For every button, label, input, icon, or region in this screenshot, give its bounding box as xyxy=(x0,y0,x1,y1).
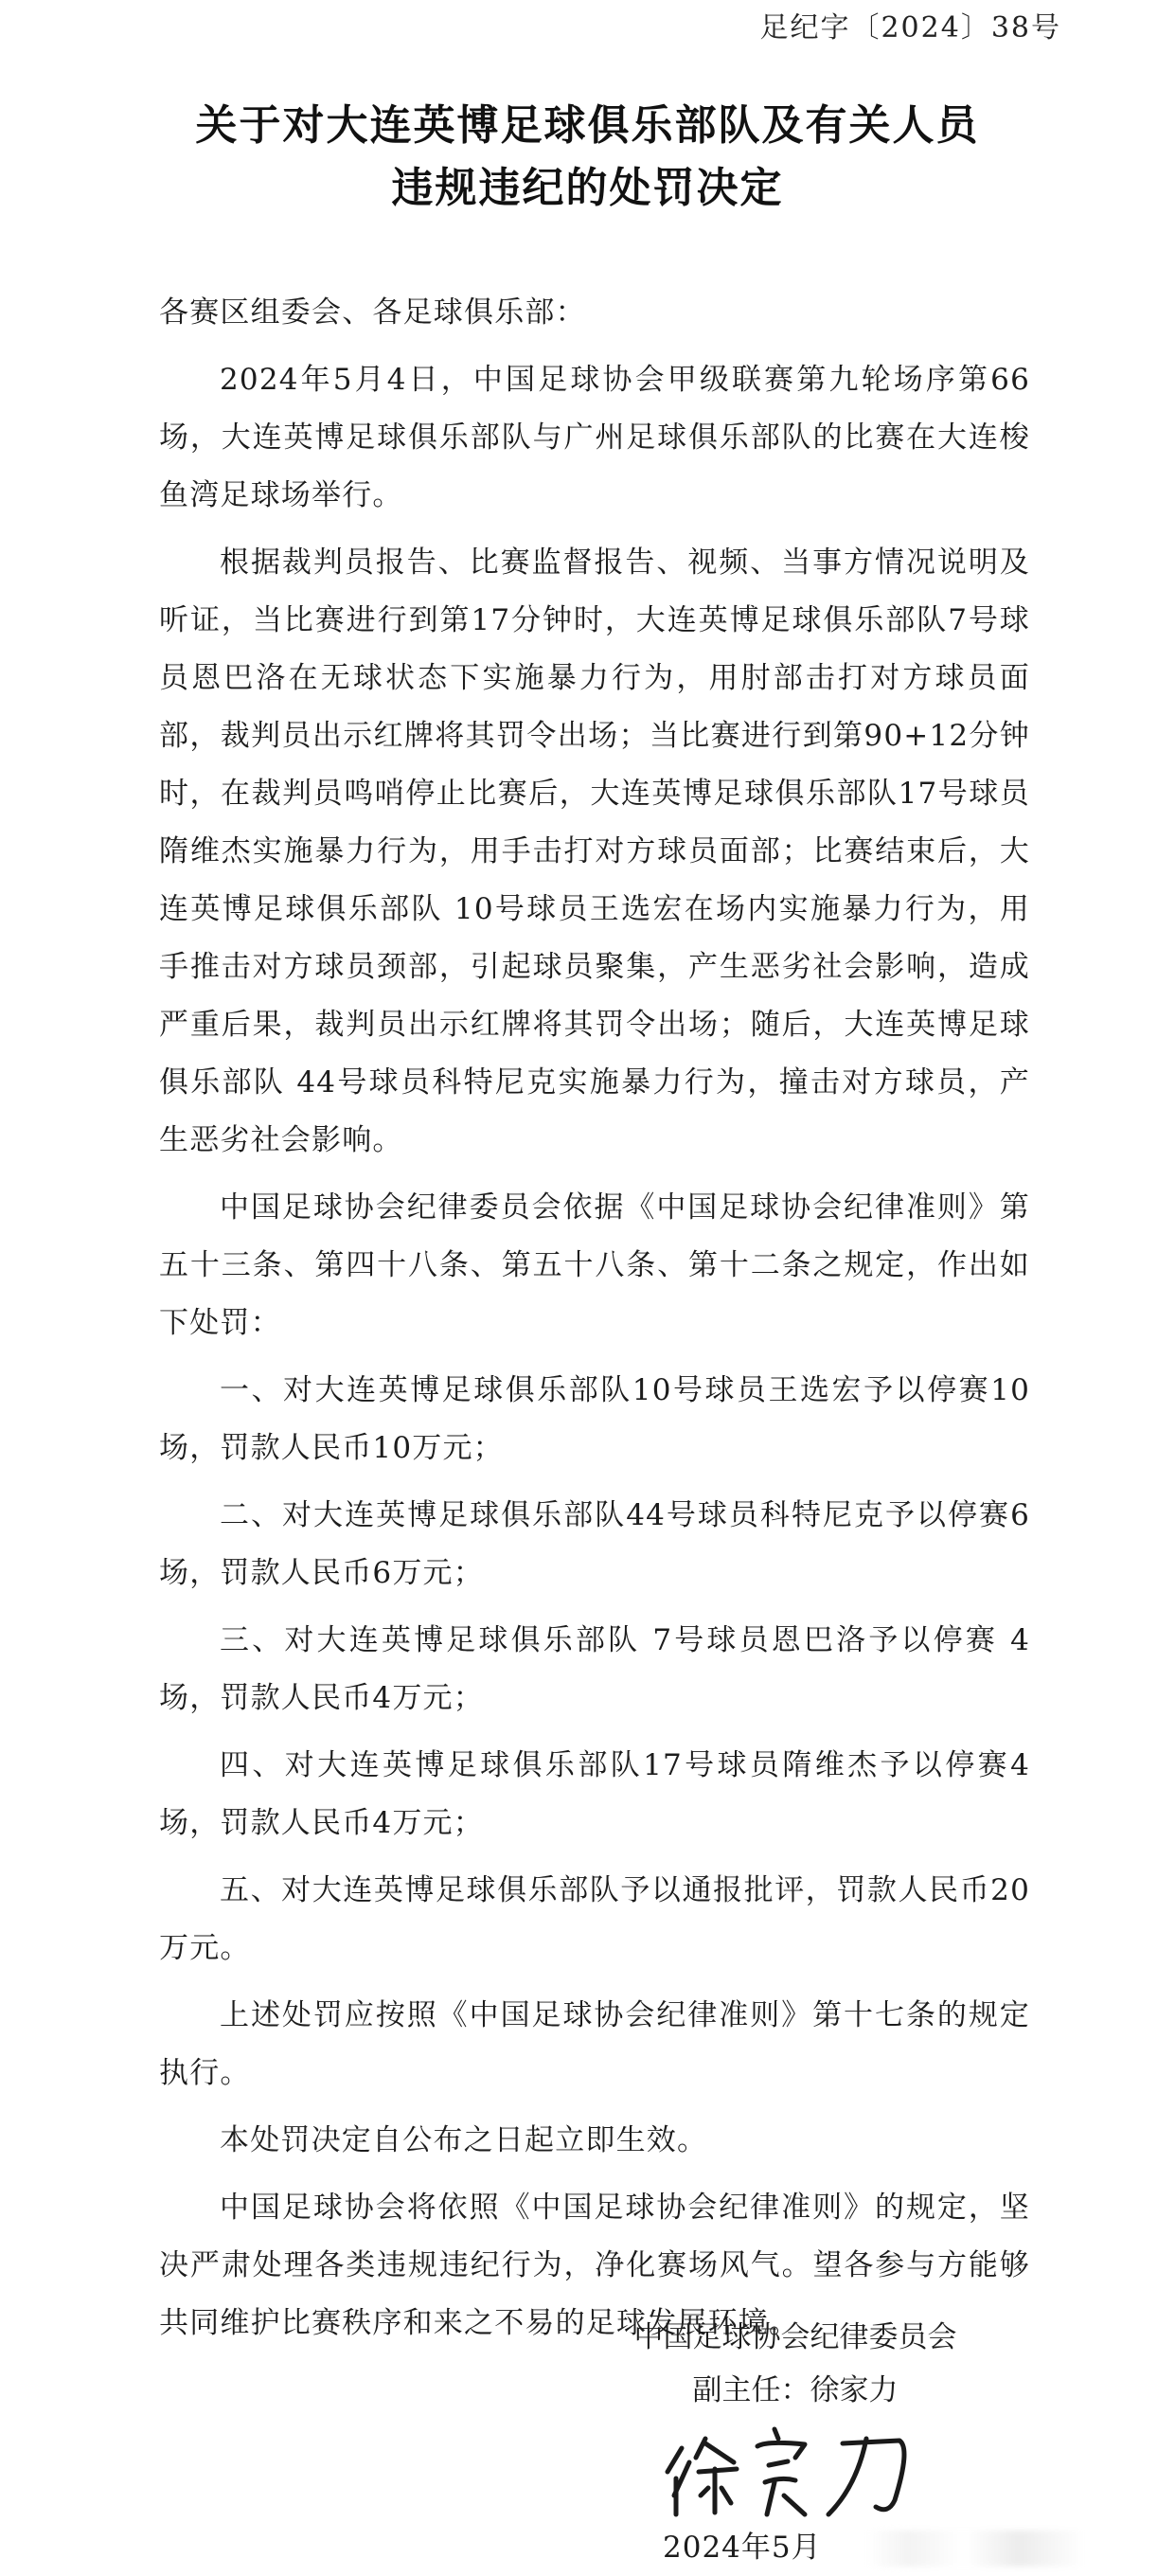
document-title xyxy=(0,95,1175,220)
signatory-title: 副主任：徐家力 xyxy=(692,2373,899,2407)
document-date: 2024年5月 xyxy=(663,2531,822,2565)
paragraph-match-info: 2024年5月4日，中国足球协会甲级联赛第九轮场序第66场，大连英博足球俱乐部队与广州足球俱乐部队的比赛在大连梭鱼湾足球场举行。 xyxy=(159,363,1030,512)
title-line-1: 关于对大连英博足球俱乐部队及有关人员 xyxy=(195,101,980,150)
date-obscured-region xyxy=(866,2531,1084,2567)
paragraph-effective: 本处罚决定自公布之日起立即生效。 xyxy=(220,2123,708,2157)
document-number: 足纪字〔2024〕38号 xyxy=(759,11,1061,45)
penalty-item-5: 五、对大连英博足球俱乐部队予以通报批评，罚款人民币20万元。 xyxy=(159,1873,1030,1965)
penalty-item-3: 三、对大连英博足球俱乐部队 7号球员恩巴洛予以停赛 4场，罚款人民币4万元； xyxy=(159,1623,1030,1715)
title-line-2: 违规违纪的处罚决定 xyxy=(391,164,784,212)
penalty-item-1: 一、对大连英博足球俱乐部队10号球员王选宏予以停赛10场，罚款人民币10万元； xyxy=(159,1373,1030,1465)
penalty-item-4: 四、对大连英博足球俱乐部队17号球员隋维杰予以停赛4场，罚款人民币4万元； xyxy=(159,1748,1030,1840)
issuing-organization: 中国足球协会纪律委员会 xyxy=(633,2320,957,2354)
paragraph-incident-details: 根据裁判员报告、比赛监督报告、视频、当事方情况说明及听证，当比赛进行到第17分钟时，大连英博足球俱乐部队7号球员恩巴洛在无球状态下实施暴力行为，用肘部击打对方球员面部，裁判员出示红牌将其罚令出场；当比赛进行到第90+12分钟时，在裁判员鸣哨停止比赛后，大连英博足球俱乐部队17号球员隋维杰实施暴力行为，用手击打对方球员面部；比赛结束后，大连英博足球俱乐部队 10号球员王选宏在场内实施暴力行为，用手推击对方球员颈部，引起球员聚集，产生恶劣社会影响，造成严重后果，裁判员出示红牌将其罚令出场；随后，大连英博足球俱乐部队 44号球员科特尼克实施暴力行为，撞击对方球员，产生恶劣社会影响。 xyxy=(159,546,1030,1157)
paragraph-execution: 上述处罚应按照《中国足球协会纪律准则》第十七条的规定执行。 xyxy=(159,1998,1030,2090)
signature-block xyxy=(568,2311,1023,2417)
document-body xyxy=(159,284,1030,2362)
handwritten-signature xyxy=(663,2420,928,2524)
paragraph-legal-basis: 中国足球协会纪律委员会依据《中国足球协会纪律准则》第五十三条、第四十八条、第五十八条、第十二条之规定，作出如下处罚： xyxy=(159,1190,1030,1340)
salutation: 各赛区组委会、各足球俱乐部： xyxy=(159,295,586,330)
paragraph-closing: 中国足球协会将依照《中国足球协会纪律准则》的规定，坚决严肃处理各类违规违纪行为，净化赛场风气。望各参与方能够共同维护比赛秩序和来之不易的足球发展环境。 xyxy=(159,2191,1030,2340)
penalty-item-2: 二、对大连英博足球俱乐部队44号球员科特尼克予以停赛6场，罚款人民币6万元； xyxy=(159,1498,1030,1590)
